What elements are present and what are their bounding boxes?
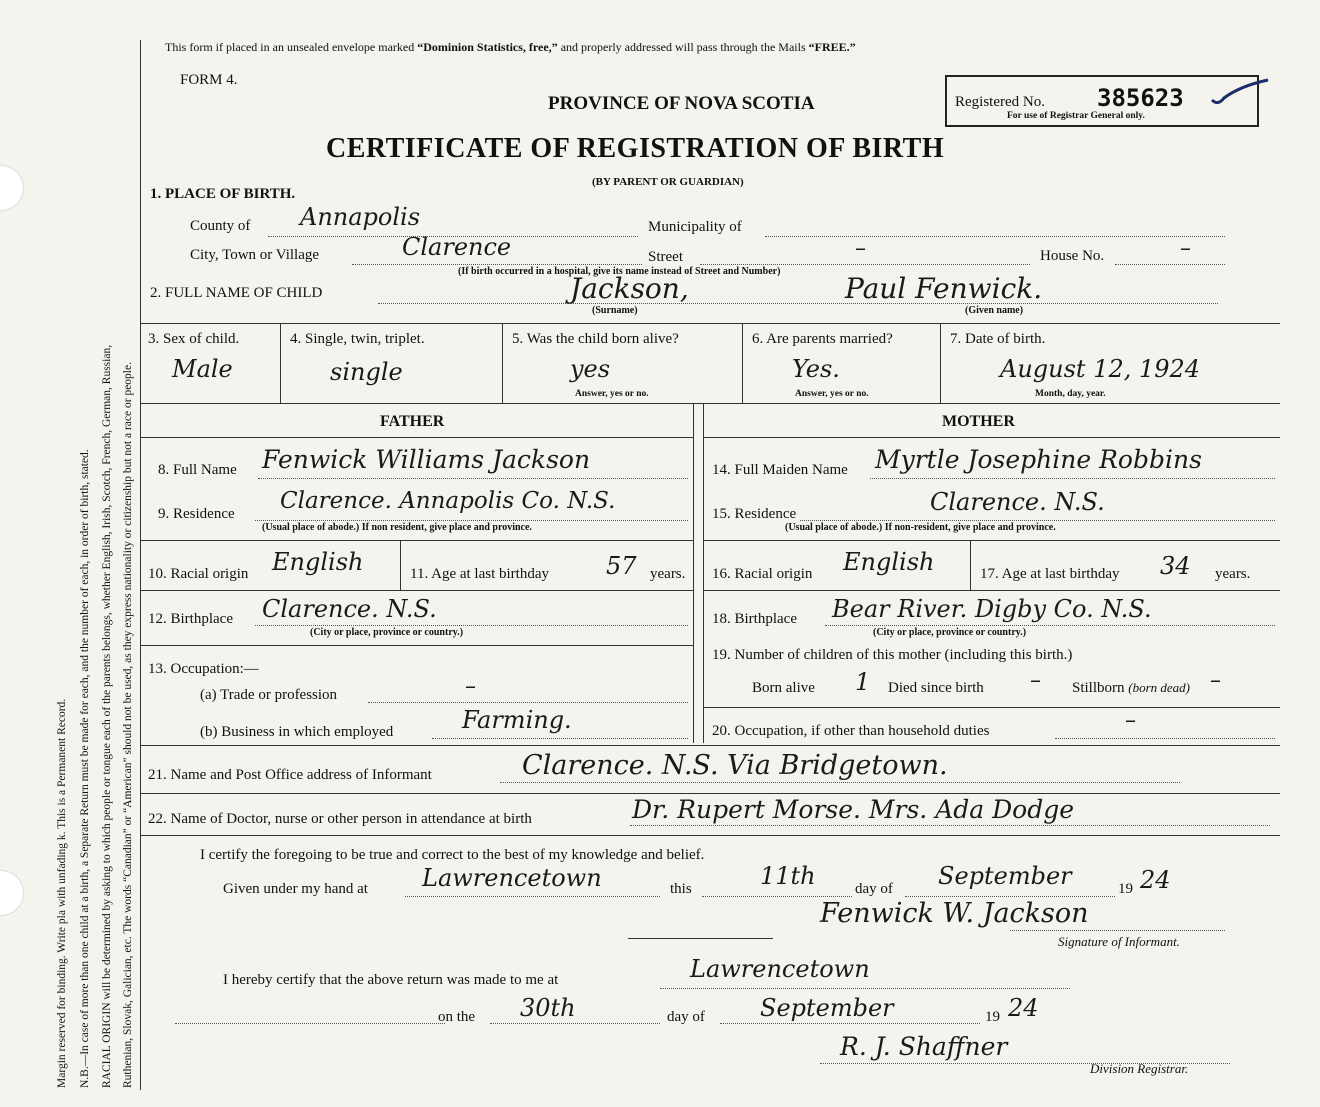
surname-caption: (Surname) [592, 305, 638, 316]
mother-birthplace-caption: (City or place, province or country.) [873, 627, 1027, 638]
certificate-title: CERTIFICATE OF REGISTRATION OF BIRTH [326, 133, 945, 164]
parents-married-caption: Answer, yes or no. [795, 389, 869, 399]
sex-value: Male [172, 355, 233, 383]
city-value: Clarence [402, 233, 512, 261]
mother-heading: MOTHER [942, 413, 1015, 430]
margin-note-multiple-births: N.B.—In case of more than one child at a birth, a Separate Return must be made for each, and the number of each, in order of birth, stated. [79, 449, 91, 1088]
year-prefix: 19 [1118, 881, 1133, 897]
stillborn-label-text: Stillborn [1072, 680, 1125, 696]
occupation-label: 13. Occupation:— [148, 661, 259, 677]
dob-label: 7. Date of birth. [950, 331, 1046, 347]
dob-value: August 12, 1924 [1000, 355, 1201, 383]
father-age-label: 11. Age at last birthday [410, 566, 549, 582]
registrar-month-value: September [760, 994, 894, 1022]
born-alive-value: yes [570, 355, 611, 383]
mother-name-value: Myrtle Josephine Robbins [875, 445, 1202, 474]
mother-birthplace-value: Bear River. Digby Co. N.S. [832, 595, 1152, 623]
mother-age-label: 17. Age at last birthday [980, 566, 1120, 582]
margin-note-racial-origin: RACIAL ORIGIN will be determined by asking to which people or tongue each of the parents belongs, whether English, Irish, Scotch, French, German, Russian, [101, 344, 113, 1088]
father-birthplace-caption: (City or place, province or country.) [310, 627, 464, 638]
registrar-place-value: Lawrencetown [690, 955, 870, 983]
county-value: Annapolis [300, 203, 421, 231]
this-label: this [670, 881, 692, 897]
father-years-label: years. [650, 566, 686, 582]
registrar-signature: R. J. Shaffner [840, 1032, 1008, 1061]
binding-hole [0, 870, 24, 916]
mother-residence-value: Clarence. N.S. [930, 488, 1105, 516]
attendant-label: 22. Name of Doctor, nurse or other person in attendance at birth [148, 811, 532, 827]
died-value: – [1030, 668, 1041, 693]
stillborn-label [1072, 680, 1190, 697]
street-label: Street [648, 249, 683, 265]
parents-married-value: Yes. [792, 355, 840, 383]
mother-occupation-label: 20. Occupation, if other than household duties [712, 723, 990, 739]
province-title: PROVINCE OF NOVA SCOTIA [548, 93, 815, 114]
city-label: City, Town or Village [190, 247, 320, 263]
informant-value: Clarence. N.S. Via Bridgetown. [522, 750, 948, 781]
informant-label: 21. Name and Post Office address of Informant [148, 767, 432, 783]
plurality-value: single [330, 358, 403, 386]
father-residence-label: 9. Residence [158, 506, 235, 522]
father-birthplace-value: Clarence. N.S. [262, 595, 437, 623]
registrar-signature-caption: Division Registrar. [1090, 1061, 1189, 1076]
registered-label: Registered No. [955, 94, 1045, 110]
father-name-value: Fenwick Williams Jackson [262, 445, 591, 474]
given-day-value: 11th [760, 862, 816, 890]
mother-birthplace-label: 18. Birthplace [712, 611, 797, 627]
check-mark-icon [1210, 78, 1270, 108]
parents-married-label: 6. Are parents married? [752, 331, 893, 347]
given-month-value: September [938, 862, 1072, 890]
child-surname-value: Jackson, [570, 272, 689, 305]
child-name-label: 2. FULL NAME OF CHILD [150, 285, 323, 301]
given-under-label: Given under my hand at [223, 881, 368, 897]
father-birthplace-label: 12. Birthplace [148, 611, 233, 627]
informant-signature: Fenwick W. Jackson [820, 898, 1089, 929]
house-value: – [1180, 236, 1191, 261]
born-alive-count-label: Born alive [752, 680, 815, 696]
county-label: County of [190, 218, 251, 234]
registrar-note: For use of Registrar General only. [1007, 111, 1145, 121]
form-number: FORM 4. [180, 72, 238, 88]
plurality-label: 4. Single, twin, triplet. [290, 331, 425, 347]
father-residence-value: Clarence. Annapolis Co. N.S. [280, 488, 616, 514]
born-alive-label: 5. Was the child born alive? [512, 331, 679, 347]
left-border [140, 40, 141, 1090]
registrar-year-value: 24 [1008, 994, 1039, 1022]
mother-residence-caption: (Usual place of abode.) If non-resident, give place and province. [785, 522, 1056, 533]
father-racial-value: English [272, 548, 364, 576]
died-label: Died since birth [888, 680, 984, 696]
business-label: (b) Business in which employed [200, 724, 394, 740]
mail-notice: This form if placed in an unsealed envelope marked “Dominion Statistics, free,” and properly addressed will pass through the Mails “FREE.” [165, 40, 856, 54]
father-residence-caption: (Usual place of abode.) If non resident, give place and province. [262, 522, 532, 533]
dob-caption: Month, day, year. [1035, 389, 1106, 399]
registered-number: 385623 [1097, 84, 1184, 112]
mother-age-value: 34 [1160, 552, 1191, 580]
mother-years-label: years. [1215, 566, 1251, 582]
hospital-note: (If birth occurred in a hospital, give its name instead of Street and Number) [458, 266, 781, 277]
born-alive-caption: Answer, yes or no. [575, 389, 649, 399]
day-of-label-2: day of [667, 1009, 705, 1025]
binding-hole [0, 165, 24, 211]
given-place-value: Lawrencetown [422, 864, 602, 892]
attendant-value: Dr. Rupert Morse. Mrs. Ada Dodge [632, 795, 1075, 824]
place-of-birth-label: 1. PLACE OF BIRTH. [150, 186, 296, 202]
business-value: Farming. [462, 706, 572, 734]
year-prefix-2: 19 [985, 1009, 1000, 1025]
registrar-statement: I hereby certify that the above return was made to me at [223, 972, 559, 988]
day-of-label: day of [855, 881, 893, 897]
margin-note-binding: Margin reserved for binding. Write pla with unfading k. This is a Permanent Record. [56, 698, 68, 1088]
street-value: – [855, 236, 866, 261]
margin-note-nationality: Ruthenian, Slovak, Galician, etc. The words “Canadian” or “American” should not be used, as they express nationality or citizenship but not a race or people. [122, 362, 134, 1088]
trade-label: (a) Trade or profession [200, 687, 338, 703]
given-year-value: 24 [1140, 866, 1171, 894]
father-racial-label: 10. Racial origin [148, 566, 249, 582]
father-name-label: 8. Full Name [158, 462, 237, 478]
mother-racial-label: 16. Racial origin [712, 566, 813, 582]
trade-value: – [465, 674, 476, 699]
father-heading: FATHER [380, 413, 445, 430]
child-given-value: Paul Fenwick. [845, 272, 1043, 305]
municipality-label: Municipality of [648, 219, 742, 235]
informant-signature-caption: Signature of Informant. [1058, 934, 1180, 949]
registrar-day-value: 30th [520, 994, 576, 1022]
born-alive-count-value: 1 [855, 668, 871, 696]
certify-statement: I certify the foregoing to be true and correct to the best of my knowledge and belief. [200, 847, 705, 863]
on-the-label: on the [438, 1009, 476, 1025]
mother-name-label: 14. Full Maiden Name [712, 462, 848, 478]
mother-racial-value: English [843, 548, 935, 576]
mother-occupation-value: – [1125, 708, 1136, 733]
sex-label: 3. Sex of child. [148, 331, 240, 347]
given-caption: (Given name) [965, 305, 1024, 316]
mother-residence-label: 15. Residence [712, 506, 797, 522]
father-age-value: 57 [606, 552, 637, 580]
stillborn-note: (born dead) [1128, 680, 1191, 695]
house-label: House No. [1040, 248, 1105, 264]
stillborn-value: – [1210, 668, 1221, 693]
certificate-subtitle: (BY PARENT OR GUARDIAN) [592, 176, 744, 188]
children-count-label: 19. Number of children of this mother (including this birth.) [712, 647, 1073, 663]
